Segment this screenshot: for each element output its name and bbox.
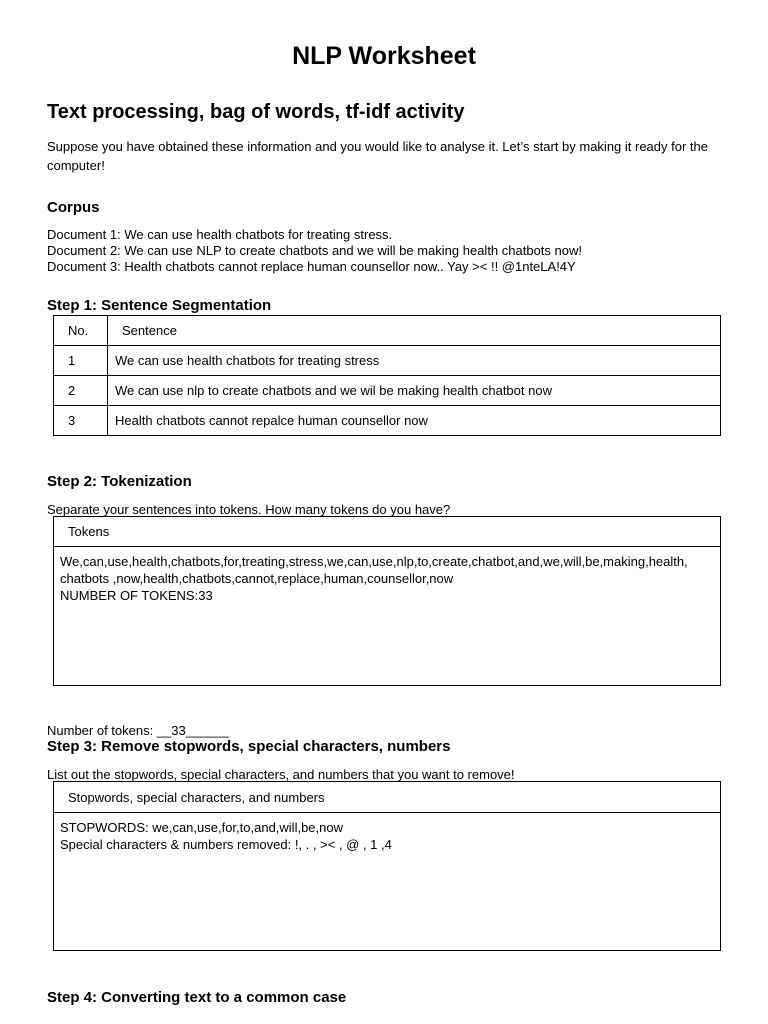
column-header-no: No. [54,316,108,346]
stopwords-box [53,781,721,951]
table-row [54,346,721,376]
table-header-row [54,316,721,346]
row-sentence: We can use nlp to create chatbots and we wil be making health chatbot now [108,376,721,406]
token-count-line: Number of tokens: __33______ [47,723,230,738]
row-sentence: Health chatbots cannot repalce human counsellor now [108,406,721,436]
segmentation-table [53,315,721,436]
row-number: 2 [54,376,108,406]
step3-prompt: List out the stopwords, special characters, and numbers that you want to remove! [47,767,515,782]
step3-heading: Step 3: Remove stopwords, special characters, numbers [47,738,451,755]
tokens-answer[interactable] [54,547,720,604]
row-number: 3 [54,406,108,436]
tokens-answer-line: chatbots ,now,health,chatbots,cannot,replace,human,counsellor,now [60,571,454,586]
column-header-sentence: Sentence [108,316,721,346]
stopwords-box-header: Stopwords, special characters, and numbers [54,782,720,813]
stopwords-answer-line: STOPWORDS: we,can,use,for,to,and,will,be,now [60,820,343,835]
special-chars-answer-line: Special characters & numbers removed: !, . , >< , @ , 1 ,4 [60,837,392,852]
corpus-document-2: Document 2: We can use NLP to create chatbots and we will be making health chatbots now! [47,243,582,258]
tokens-count-answer: NUMBER OF TOKENS:33 [60,588,213,603]
intro-paragraph: Suppose you have obtained these information and you would like to analyse it. Let’s start by making it ready for the computer! [47,139,708,173]
table-row [54,406,721,436]
step2-heading: Step 2: Tokenization [47,473,192,490]
table-row [54,376,721,406]
corpus-heading: Corpus [47,199,100,216]
activity-subtitle: Text processing, bag of words, tf-idf activity [47,101,465,123]
step2-prompt: Separate your sentences into tokens. How many tokens do you have? [47,502,451,517]
tokens-box-header: Tokens [54,517,720,547]
step1-heading: Step 1: Sentence Segmentation [47,297,272,314]
row-sentence: We can use health chatbots for treating stress [108,346,721,376]
tokens-answer-line: We,can,use,health,chatbots,for,treating,stress,we,can,use,nlp,to,create,chatbot,and,we,will,be,making,health, [60,554,688,569]
stopwords-answer[interactable] [54,813,720,853]
step4-heading: Step 4: Converting text to a common case [47,989,347,1006]
corpus-document-3: Document 3: Health chatbots cannot replace human counsellor now.. Yay >< !! @1nteLA!4Y [47,259,576,274]
row-number: 1 [54,346,108,376]
corpus-document-1: Document 1: We can use health chatbots for treating stress. [47,227,393,242]
worksheet-title: NLP Worksheet [292,42,476,70]
tokens-box [53,516,721,686]
